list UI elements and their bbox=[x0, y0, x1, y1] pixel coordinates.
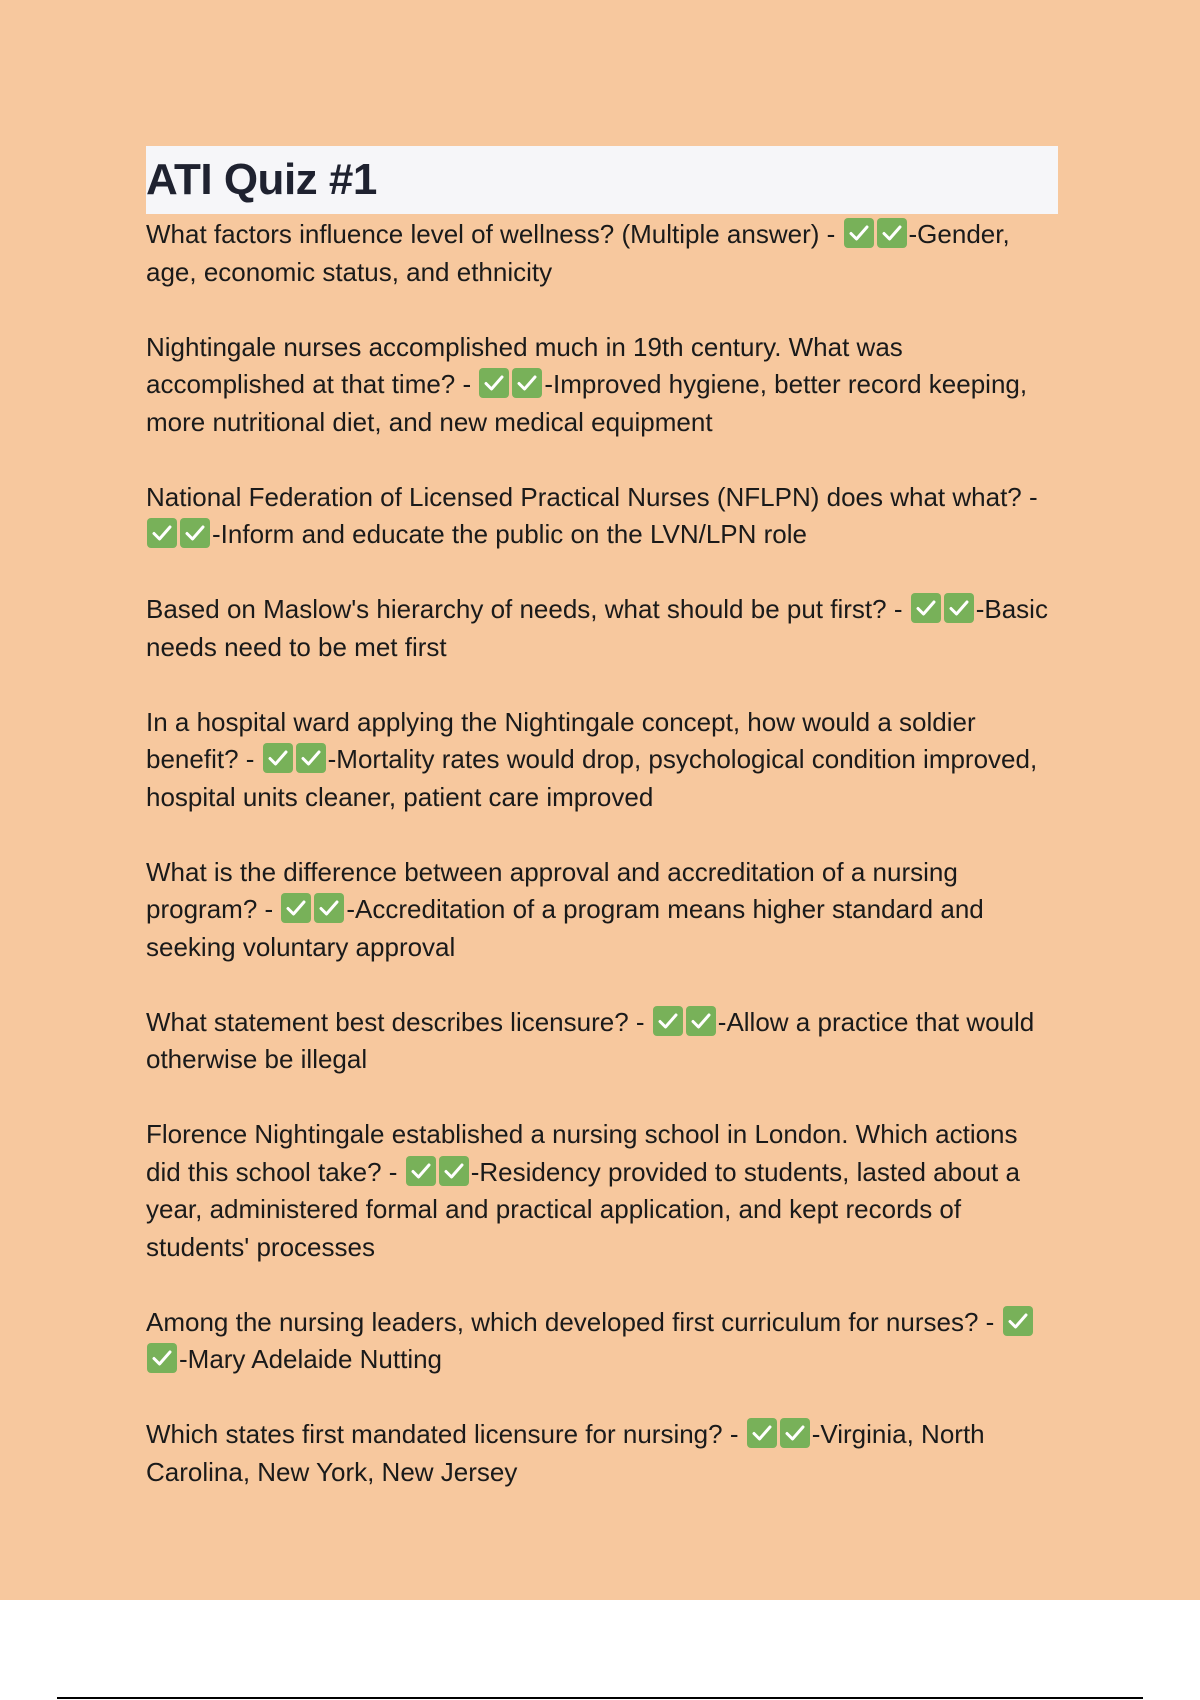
check-mark-icon bbox=[1003, 1306, 1033, 1336]
answer-text: -Mary Adelaide Nutting bbox=[179, 1344, 443, 1374]
title-banner bbox=[146, 146, 1058, 214]
question-text: Nightingale nurses accomplished much in 19th century. What was accomplished at that time? - bbox=[146, 331, 903, 399]
check-mark-icon bbox=[512, 368, 542, 398]
question-text: In a hospital ward applying the Nightingale concept, how would a soldier benefit? - bbox=[146, 706, 976, 774]
qa-item bbox=[146, 329, 1058, 442]
qa-item bbox=[146, 591, 1058, 666]
question-text: Based on Maslow's hierarchy of needs, what should be put first? - bbox=[146, 594, 910, 624]
check-mark-icon bbox=[314, 893, 344, 923]
check-mark-icon bbox=[406, 1156, 436, 1186]
check-mark-icon bbox=[944, 593, 974, 623]
question-text: Florence Nightingale established a nursing school in London. Which actions did this school take? - bbox=[146, 1119, 1018, 1187]
answer-text: -Mortality rates would drop, psychological condition improved, hospital units cleaner, patient care improved bbox=[146, 744, 1038, 812]
qa-item bbox=[146, 479, 1058, 554]
question-text: Among the nursing leaders, which developed first curriculum for nurses? - bbox=[146, 1306, 1002, 1337]
check-mark-icon bbox=[281, 893, 311, 923]
qa-item bbox=[146, 1004, 1058, 1079]
check-mark-icon bbox=[296, 743, 326, 773]
question-text: National Federation of Licensed Practical Nurses (NFLPN) does what what? - bbox=[146, 481, 1038, 512]
check-mark-icon bbox=[911, 593, 941, 623]
page-title: ATI Quiz #1 bbox=[146, 155, 377, 204]
qa-item bbox=[146, 854, 1058, 967]
check-mark-icon bbox=[780, 1418, 810, 1448]
answer-text: -Allow a practice that would otherwise be illegal bbox=[146, 1006, 1035, 1074]
check-mark-icon bbox=[147, 518, 177, 548]
check-mark-icon bbox=[479, 368, 509, 398]
check-mark-icon bbox=[877, 218, 907, 248]
question-text: What statement best describes licensure? - bbox=[146, 1006, 652, 1037]
answer-text: -Inform and educate the public on the LVN/LPN role bbox=[212, 519, 807, 549]
question-text: What factors influence level of wellness? (Multiple answer) - bbox=[146, 219, 843, 249]
check-mark-icon bbox=[844, 218, 874, 248]
check-mark-icon bbox=[263, 743, 293, 773]
answer-text: -Gender, age, economic status, and ethnicity bbox=[146, 219, 1010, 287]
check-mark-icon bbox=[147, 1343, 177, 1373]
question-text: Which states first mandated licensure for nursing? - bbox=[146, 1419, 746, 1449]
check-mark-icon bbox=[686, 1006, 716, 1036]
qa-item bbox=[146, 216, 1058, 291]
answer-text: -Basic needs need to be met first bbox=[146, 594, 1048, 662]
qa-item bbox=[146, 1416, 1058, 1491]
check-mark-icon bbox=[180, 518, 210, 548]
check-mark-icon bbox=[653, 1006, 683, 1036]
footer-divider bbox=[57, 1697, 1143, 1699]
qa-item bbox=[146, 704, 1058, 817]
document-content bbox=[146, 146, 1058, 1529]
question-text: What is the difference between approval and accreditation of a nursing program? - bbox=[146, 856, 958, 924]
answer-text: -Accreditation of a program means higher standard and seeking voluntary approval bbox=[146, 894, 984, 962]
check-mark-icon bbox=[439, 1156, 469, 1186]
qa-list bbox=[146, 216, 1058, 1491]
qa-item bbox=[146, 1116, 1058, 1266]
answer-text: -Improved hygiene, better record keeping, more nutritional diet, and new medical equipment bbox=[146, 369, 1028, 437]
answer-text: -Virginia, North Carolina, New York, New Jersey bbox=[146, 1419, 985, 1487]
qa-item bbox=[146, 1304, 1058, 1379]
check-mark-icon bbox=[747, 1418, 777, 1448]
answer-text: -Residency provided to students, lasted about a year, administered formal and practical application, and kept records of students' processes bbox=[146, 1156, 1020, 1262]
